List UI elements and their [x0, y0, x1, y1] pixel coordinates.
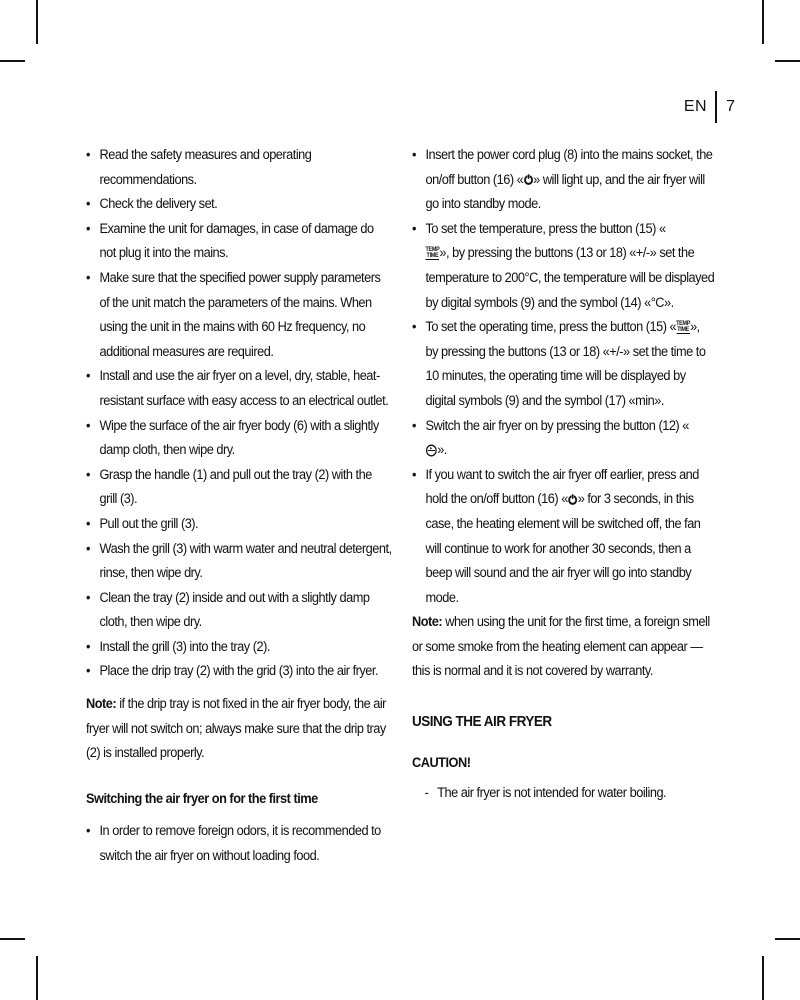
crop-mark: [775, 938, 800, 940]
list-item: • Wash the grill (3) with warm water and neutral detergent, rinse, then wipe dry.: [86, 540, 392, 582]
list-item: • Install and use the air fryer on a level, dry, stable, heat-resistant surface with easy access to an electrical outlet.: [86, 368, 389, 409]
list-item: • Insert the power cord plug (8) into the mains socket, the on/off button (16) « » will light up, and the air fryer will go into standby mode.: [412, 147, 713, 213]
header-divider: [715, 91, 717, 123]
note-paragraph: Note: if the drip tray is not fixed in the air fryer body, the air fryer will not switch on; always make sure that the drip tray (2) is installed properly.: [86, 696, 386, 762]
left-column: [86, 143, 392, 869]
note-label: Note:: [412, 614, 443, 631]
list-item: • Pull out the grill (3).: [86, 515, 199, 532]
crop-mark: [36, 0, 38, 44]
list-item: • Switch the air fryer on by pressing the button (12) « ».: [412, 417, 689, 459]
list-item: • Read the safety measures and operating recommendations.: [86, 147, 312, 188]
crop-mark: [36, 956, 38, 1000]
start-icon: [426, 444, 438, 457]
list-item: • Place the drip tray (2) with the grid (3) into the air fryer.: [86, 663, 379, 680]
right-column: [412, 143, 714, 806]
preparation-list: [86, 143, 392, 684]
list-item: • Install the grill (3) into the tray (2).: [86, 638, 270, 655]
page-header: [684, 91, 735, 123]
caution-item: - The air fryer is not intended for water boiling.: [424, 785, 667, 802]
list-item: • Clean the tray (2) inside and out with a slightly damp cloth, then wipe dry.: [86, 589, 370, 631]
list-item: • Wipe the surface of the air fryer body (6) with a slightly damp cloth, then wipe dry.: [86, 417, 379, 459]
list-item: • Examine the unit for damages, in case of damage do not plug it into the mains.: [86, 220, 374, 262]
temp-time-icon: TEMP TIME: [676, 320, 691, 333]
first-time-list: [86, 819, 392, 868]
page-number: 7: [726, 98, 735, 115]
language-code: EN: [683, 98, 708, 115]
list-item: • Check the delivery set.: [86, 196, 218, 213]
list-item: • In order to remove foreign odors, it is recommended to switch the air fryer on without loading food.: [86, 823, 381, 865]
list-item: • Make sure that the specified power supply parameters of the unit match the parameters of the mains. When using the unit in the mains with 60 Hz frequency, no additional measures are required.: [86, 269, 381, 360]
crop-mark: [0, 60, 25, 62]
section-heading: USING THE AIR FRYER: [412, 713, 552, 731]
list-item: • To set the operating time, press the button (15) «TEMP TIME», by pressing the buttons (13 or 18) «+/-» set the time to 10 minutes, the operating time will be displayed by digital symbols (9) and the symbol (17) «min».: [412, 319, 706, 409]
operation-list: [412, 143, 714, 610]
list-item: • If you want to switch the air fryer off earlier, press and hold the on/off button (16) « » for 3 seconds, in this case, the heating element will be switched off, the fan will continue to work for another 30 seconds, then a beep will sound and the air fryer will go into standby mode.: [412, 466, 701, 606]
list-item: • Grasp the handle (1) and pull out the tray (2) with the grill (3).: [86, 466, 372, 508]
crop-mark: [762, 956, 764, 1000]
power-icon: [568, 494, 578, 505]
note-paragraph: Note: when using the unit for the first time, a foreign smell or some smoke from the heating element can appear — this is normal and it is not covered by warranty.: [412, 614, 710, 680]
crop-mark: [775, 60, 800, 62]
list-item: • To set the temperature, press the button (15) « TEMP TIME», by pressing the buttons (13 or 18) «+/-» set the temperature to 200°C, the temperature will be displayed by digital symbols (9) and the symbol (14) «°C».: [412, 220, 715, 311]
section-subheading: Switching the air fryer on for the first time: [86, 790, 318, 807]
power-icon: [523, 174, 533, 185]
note-label: Note:: [86, 696, 117, 713]
caution-heading: CAUTION!: [412, 754, 471, 771]
temp-time-icon: TEMP TIME: [425, 247, 440, 260]
crop-mark: [0, 938, 25, 940]
crop-mark: [762, 0, 764, 44]
